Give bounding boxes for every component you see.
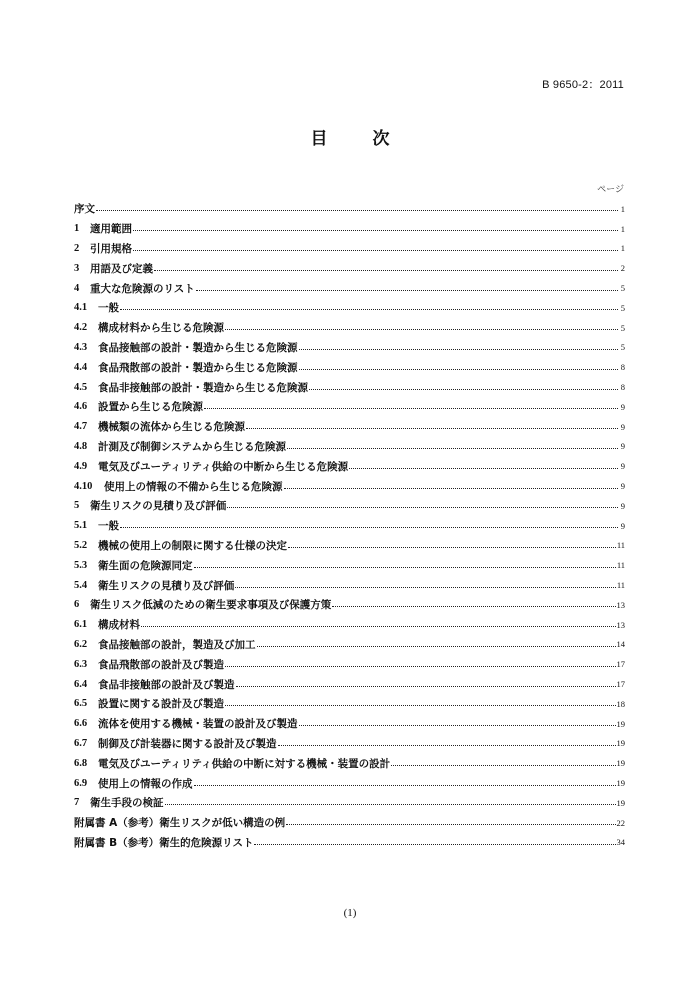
toc-section-title: 用語及び定義 [90, 262, 153, 275]
toc-page-number: 9 [620, 461, 625, 472]
toc-entry[interactable] [74, 199, 625, 219]
footer-page-number: (1) [343, 907, 357, 919]
toc-page-number: 5 [620, 342, 625, 353]
toc-page-number: 17 [616, 659, 625, 670]
toc-section-number: 5.1 [74, 520, 88, 532]
toc-section-number: 4.6 [74, 401, 88, 413]
toc-section-title: 附属書 B（参考）衛生的危険源リスト [74, 836, 254, 849]
page-column-label: ページ [597, 185, 624, 195]
toc-section-number: 4.8 [74, 440, 88, 452]
toc-entry[interactable] [74, 635, 625, 655]
dot-leader [287, 448, 618, 449]
toc-entry[interactable] [74, 357, 625, 377]
dot-leader [286, 824, 615, 825]
toc-section-title: 構成材料から生じる危険源 [98, 322, 224, 335]
toc-page-number: 14 [616, 639, 625, 650]
toc-section-number: 4 [74, 282, 80, 294]
toc-section-title: 序文 [74, 203, 95, 216]
toc-entry[interactable] [74, 694, 625, 714]
toc-page-number: 11 [616, 580, 625, 591]
toc-entry[interactable] [74, 753, 625, 773]
toc-section-title: 衛生リスクの見積り及び評価 [90, 500, 227, 513]
dot-leader [236, 686, 616, 687]
toc-section-title: 食品接触部の設計・製造から生じる危険源 [98, 341, 298, 354]
toc-section-title: 食品飛散部の設計・製造から生じる危険源 [98, 361, 298, 374]
dot-leader [154, 270, 618, 271]
toc-section-title: 流体を使用する機械・装置の設計及び製造 [98, 718, 298, 731]
dot-leader [225, 666, 616, 667]
toc-page-number: 9 [620, 441, 625, 452]
toc-page-number: 19 [616, 758, 625, 769]
toc-section-number: 4.1 [74, 302, 88, 314]
dot-leader [204, 408, 618, 409]
toc-page-number: 8 [620, 382, 625, 393]
toc-section-title: 食品非接触部の設計・製造から生じる危険源 [98, 381, 308, 394]
toc-section-number: 6.4 [74, 678, 88, 690]
toc-entry[interactable] [74, 496, 625, 516]
toc-section-number: 6.2 [74, 638, 88, 650]
dot-leader [332, 606, 615, 607]
dot-leader [133, 230, 618, 231]
toc-page-number: 11 [616, 540, 625, 551]
toc-page-number: 9 [620, 421, 625, 432]
dot-leader [288, 547, 616, 548]
toc-section-number: 6.1 [74, 619, 88, 631]
toc-entry[interactable] [74, 417, 625, 437]
toc-entry[interactable] [74, 773, 625, 793]
dot-leader [278, 745, 616, 746]
toc-section-title: 食品接触部の設計，製造及び加工 [98, 638, 256, 651]
toc-section-title: 機械の使用上の制限に関する仕様の決定 [98, 539, 287, 552]
toc-page-number: 19 [616, 797, 625, 808]
toc-section-title: 設置に関する設計及び製造 [98, 698, 224, 711]
toc-section-title: 一般 [98, 520, 119, 533]
toc-section-number: 6.6 [74, 718, 88, 730]
toc-section-title: 適用範囲 [90, 223, 132, 236]
dot-leader [196, 290, 618, 291]
dot-leader [225, 329, 618, 330]
toc-page-number: 11 [616, 560, 625, 571]
toc-entry[interactable] [74, 476, 625, 496]
dot-leader [141, 626, 616, 627]
toc-entry[interactable] [74, 615, 625, 635]
dot-leader [225, 705, 616, 706]
dot-leader [257, 646, 616, 647]
toc-page-number: 17 [616, 679, 625, 690]
toc-entry[interactable] [74, 298, 625, 318]
dot-leader [284, 488, 619, 489]
toc-entry[interactable] [74, 734, 625, 754]
toc-section-title: 衛生リスクの見積り及び評価 [98, 579, 235, 592]
toc-page-number: 1 [620, 223, 625, 234]
toc-entry[interactable] [74, 318, 625, 338]
toc-section-number: 4.10 [74, 480, 93, 492]
toc-section-number: 4.3 [74, 341, 88, 353]
dot-leader [309, 389, 618, 390]
toc-entry[interactable] [74, 377, 625, 397]
toc-page-number: 19 [616, 738, 625, 749]
toc-section-number: 6.7 [74, 737, 88, 749]
toc-section-title: 設置から生じる危険源 [98, 401, 203, 414]
toc-entry[interactable] [74, 258, 625, 278]
toc-page-number: 9 [620, 481, 625, 492]
dot-leader [254, 844, 615, 845]
toc-entry[interactable] [74, 833, 625, 853]
toc-section-title: 附属書 A（参考）衛生リスクが低い構造の例 [74, 817, 286, 830]
toc-page-number: 19 [616, 718, 625, 729]
toc-section-title: 電気及びユーティリティ供給の中断に対する機械・装置の設計 [98, 757, 391, 770]
toc-section-number: 4.5 [74, 381, 88, 393]
toc-section-number: 5.3 [74, 559, 88, 571]
toc-page-number: 2 [620, 263, 625, 274]
toc-entry[interactable] [74, 536, 625, 556]
toc-page-number: 13 [616, 599, 625, 610]
toc-entry[interactable] [74, 793, 625, 813]
toc-section-number: 6.5 [74, 698, 88, 710]
dot-leader [96, 210, 618, 211]
toc-page-number: 9 [620, 401, 625, 412]
toc-entry[interactable] [74, 516, 625, 536]
toc-section-number: 5.2 [74, 539, 88, 551]
toc-entry[interactable] [74, 239, 625, 259]
toc-section-title: 構成材料 [98, 619, 140, 632]
toc-entry[interactable] [74, 338, 625, 358]
toc-section-number: 4.4 [74, 361, 88, 373]
toc-page-number: 13 [616, 619, 625, 630]
toc-entry[interactable] [74, 397, 625, 417]
dot-leader [165, 804, 616, 805]
toc-section-number: 4.9 [74, 460, 88, 472]
dot-leader [391, 765, 615, 766]
toc-page-number: 1 [620, 203, 625, 214]
dot-leader [120, 527, 618, 528]
toc-entry[interactable] [74, 575, 625, 595]
toc-section-title: 制御及び計装器に関する設計及び製造 [98, 737, 277, 750]
toc-page-number: 8 [620, 362, 625, 373]
toc-section-number: 1 [74, 223, 80, 235]
dot-leader [120, 309, 618, 310]
dot-leader [299, 725, 616, 726]
dot-leader [227, 507, 618, 508]
toc-page-number: 9 [620, 500, 625, 511]
toc-section-title: 食品飛散部の設計及び製造 [98, 658, 224, 671]
toc-section-number: 6.8 [74, 757, 88, 769]
toc-section-title: 計測及び制御システムから生じる危険源 [98, 440, 286, 453]
toc-section-title: 引用規格 [90, 242, 132, 255]
toc-page-number: 18 [616, 698, 625, 709]
toc-entry[interactable] [74, 674, 625, 694]
toc-page-number: 9 [620, 520, 625, 531]
toc-section-number: 2 [74, 242, 80, 254]
toc-section-number: 4.2 [74, 322, 88, 334]
toc-section-title: 食品非接触部の設計及び製造 [98, 678, 235, 691]
toc-section-title: 衛生リスク低減のための衛生要求事項及び保護方策 [90, 599, 332, 612]
toc-page-number: 5 [620, 302, 625, 313]
toc-page-number: 34 [616, 837, 625, 848]
dot-leader [246, 428, 618, 429]
toc-section-title: 衛生手段の検証 [90, 797, 164, 810]
toc-page-number: 1 [620, 243, 625, 254]
toc-section-number: 5 [74, 500, 80, 512]
toc-page-number: 19 [616, 778, 625, 788]
toc-entry[interactable] [74, 595, 625, 615]
toc-section-number: 4.7 [74, 421, 88, 433]
toc-entry[interactable] [74, 714, 625, 734]
toc-entry[interactable] [74, 555, 625, 575]
toc-page-number: 22 [616, 817, 625, 828]
toc-entry[interactable] [74, 278, 625, 298]
toc-section-number: 3 [74, 262, 80, 274]
toc-section-number: 6.9 [74, 777, 88, 789]
toc-section-title: 使用上の情報の作成 [98, 777, 193, 790]
toc-section-title: 一般 [98, 302, 119, 315]
table-of-contents [74, 199, 625, 852]
toc-section-title: 機械類の流体から生じる危険源 [98, 421, 245, 434]
toc-section-number: 7 [74, 797, 80, 809]
toc-entry[interactable] [74, 437, 625, 457]
dot-leader [194, 785, 616, 786]
toc-page-number: 5 [620, 322, 625, 333]
toc-section-title: 使用上の情報の不備から生じる危険源 [104, 480, 283, 493]
toc-section-title: 重大な危険源のリスト [90, 282, 195, 295]
page-title: 目 次 [310, 129, 404, 149]
toc-page-number: 5 [620, 283, 625, 294]
dot-leader [299, 349, 619, 350]
toc-section-title: 衛生面の危険源同定 [98, 559, 193, 572]
document-code: B 9650-2：2011 [542, 79, 624, 91]
toc-entry[interactable] [74, 219, 625, 239]
dot-leader [133, 250, 618, 251]
toc-entry[interactable] [74, 813, 625, 833]
toc-section-number: 5.4 [74, 579, 88, 591]
toc-section-number: 6.3 [74, 658, 88, 670]
toc-section-number: 6 [74, 599, 80, 611]
dot-leader [349, 468, 618, 469]
toc-entry[interactable] [74, 654, 625, 674]
toc-entry[interactable] [74, 456, 625, 476]
dot-leader [235, 587, 616, 588]
toc-section-title: 電気及びユーティリティ供給の中断から生じる危険源 [98, 460, 349, 473]
dot-leader [299, 369, 619, 370]
dot-leader [194, 567, 616, 568]
